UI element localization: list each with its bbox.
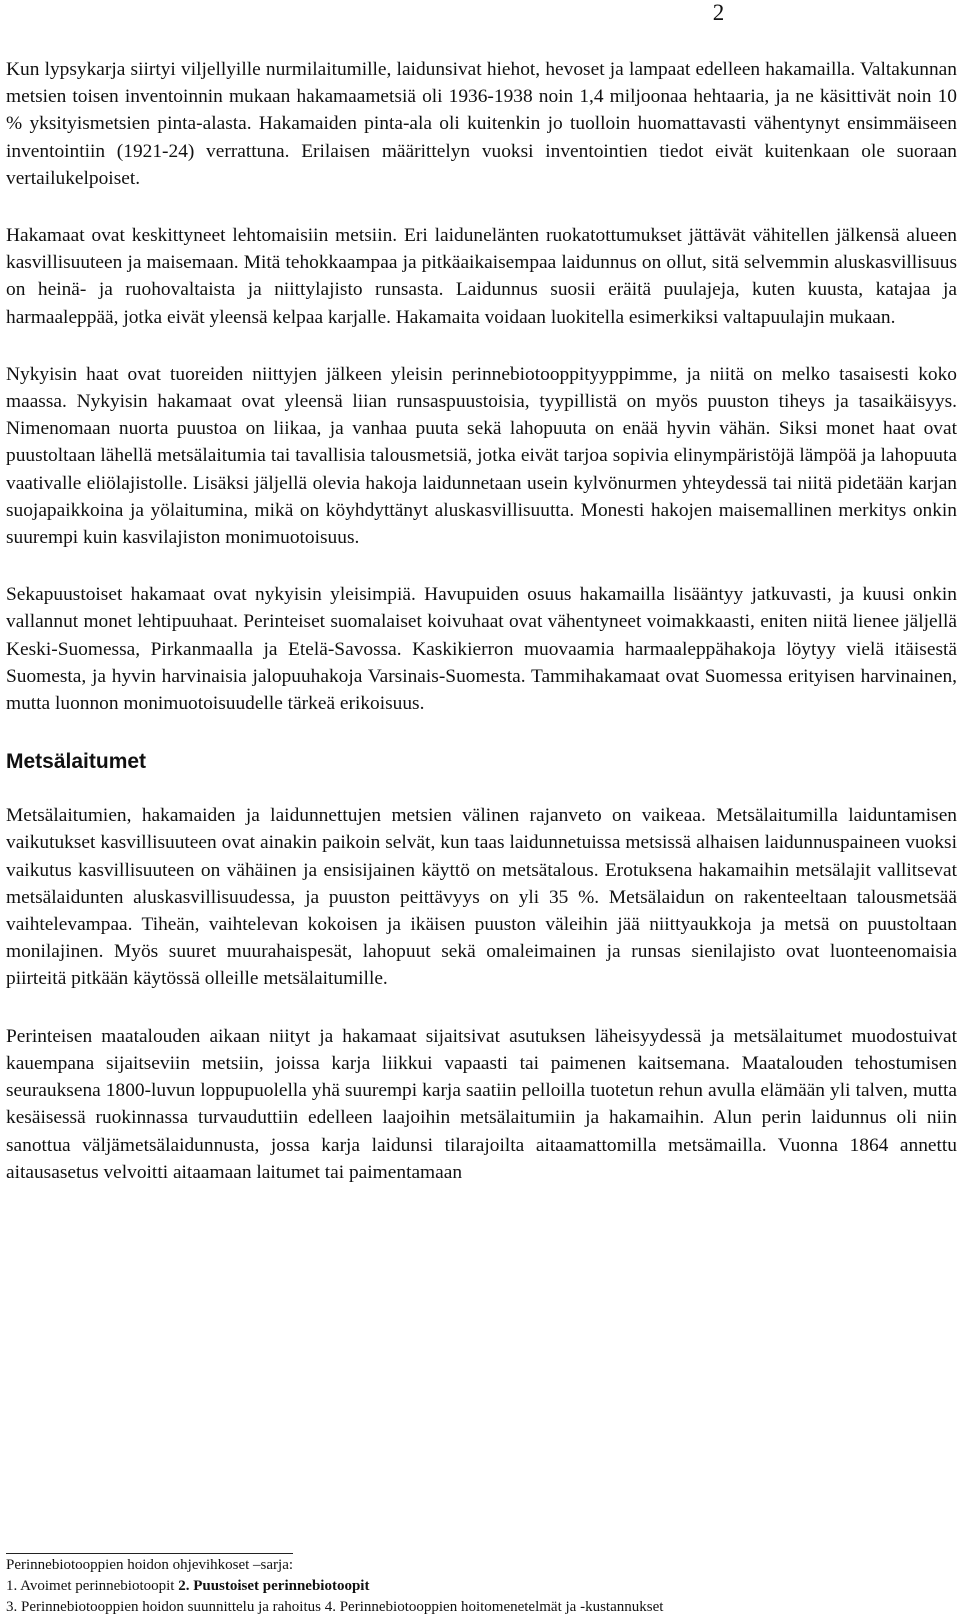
paragraph: Metsälaitumien, hakamaiden ja laidunnettujen metsien välinen rajanveto on vaikeaa. Metsälaitumilla laiduntamisen vaikutukset kasvillisuuteen ovat ainakin paikoin selvät, kun taas laidunnetuissa metsissä alhaisen laidunnuspaineen vuoksi vaikutus kasvillisuuteen on vähäinen ja ensisijainen käyttö on metsätalous. Erotuksena hakamaihin metsälajit vallitsevat metsälaidunten aluskasvillisuudessa, ja puuston peittävyys on yli 35 %. Metsälaidun on rakenteeltaan talousmetsää vaihtelevampaa. Tiheän, vaihtelevan kokoisen ja ikäisen puuston väleihin jää niittyaukkoja ja metsä on puustoltaan monilajinen. Myös suuret muurahaispesät, lahopuut sekä omaleimainen ja runsas sienilajisto ovat luonteenomaisia piirteitä pitkään käytössä olleille metsälaitumille. [6,805,957,990]
footer-item-1: 1. Avoimet perinnebiotoopit [6,1578,179,1594]
footer-items-line-1 [6,1576,957,1597]
footer-item-3: 3. Perinnebiotooppien hoidon suunnittelu ja rahoitus [6,1599,325,1615]
footer-item-4: 4. Perinnebiotooppien hoitomenetelmät ja -kustannukset [324,1599,664,1615]
paragraph: Perinteisen maatalouden aikaan niityt ja hakamaat sijaitsivat asutuksen läheisyydessä ja metsälaitumet muodostuivat kauempana sijaitseviin metsiin, joissa karja liikkui vapaasti tai paimenen kaitsemana. Maatalouden tehostumisen seurauksena 1800-luvun loppupuolella yhä suurempi karja saatiin pelloilla tuotetun rehun avulla elämään yli talven, mutta kesäisessä ruokinnassa turvauduttiin edelleen laajoihin metsälaitumiin ja hakamaihin. Alun perin laidunnus oli niin sanottua väljämetsälaidunnusta, jossa karja laidunsi tilarajoilta aitaamattomilla metsämailla. Vuonna 1864 annettu aitausasetus velvoitti aitaamaan laitumet tai paimentamaan [6,1025,957,1183]
paragraph: Kun lypsykarja siirtyi viljellyille nurmilaitumille, laidunsivat hiehot, hevoset ja lampaat edelleen hakamailla. Valtakunnan metsien toisen inventoinnin mukaan hakamaametsiä oli 1936-1938 noin 1,4 miljoonaa hehtaaria, ja ne käsittivät noin 10 % yksityismetsien pinta-alasta. Hakamaiden pinta-ala oli kuitenkin jo tuolloin huomattavasti vähentynyt ensimmäiseen inventointiin (1921-24) verrattuna. Erilaisen määrittelyn vuoksi inventointien tiedot eivät kuitenkaan ole suoraan vertailukelpoiset. [6,59,957,189]
section-heading: Metsälaitumet [6,750,147,774]
footer-series-label: Perinnebiotooppien hoidon ohjevihkoset –sarja: [6,1553,293,1576]
footer-item-2-current: 2. Puustoiset perinnebiotoopit [178,1578,370,1594]
footer-series-line [6,1553,957,1576]
footer-items-line-2 [6,1597,957,1618]
page-number: 2 [712,0,725,25]
paragraph: Hakamaat ovat keskittyneet lehtomaisiin metsiin. Eri laidunelänten ruokatottumukset jättävät vähitellen jälkensä alueen kasvillisuuteen ja maisemaan. Mitä tehokkaampaa ja pitkäaikaisempaa laidunnus on ollut, sitä selvemmin aluskasvillisuus on heinä- ja ruohovaltaista ja niittylajisto runsasta. Laidunnus suosii eräitä puulajeja, kuten kuusta, katajaa ja harmaaleppää, jotka eivät yleensä kelpaa karjalle. Hakamaita voidaan luokitella esimerkiksi valtapuulajin mukaan. [6,225,957,328]
paragraph: Nykyisin haat ovat tuoreiden niittyjen jälkeen yleisin perinnebiotooppityyppimme, ja niitä on melko tasaisesti koko maassa. Nykyisin hakamaat ovat yleensä liian runsaspuustoisia, tyypillistä on myös puuston tiheys ja tasaikäisyys. Nimenomaan nuorta puustoa on liikaa, ja vanhaa puuta sekä lahopuuta on enää hyvin vähän. Siksi monet haat ovat puustoltaan lähellä metsälaitumia tai tavallisia talousmetsiä, jotka eivät tarjoa sopivia elinympäristöjä lämpöä ja lahopuuta vaativalle eliölajistolle. Lisäksi jäljellä olevia hakoja laidunnetaan usein kylvönurmen yhteydessä tai niitä pidetään karjan suojapaikkoina ja yölaitumina, mikä on köyhdyttänyt aluskasvillisuutta. Monesti hakojen maisemallinen merkitys onkin suurempi kuin kasvilajiston monimuotoisuus. [6,363,957,549]
page-footer [6,1553,957,1618]
paragraph: Sekapuustoiset hakamaat ovat nykyisin yleisimpiä. Havupuiden osuus hakamailla lisääntyy jatkuvasti, ja kuusi onkin vallannut monet lehtipuuhaat. Perinteiset suomalaiset koivuhaat ovat vähentyneet voimakkaasti, eniten niitä lienee jäljellä Keski-Suomessa, Pirkanmaalla ja Etelä-Savossa. Kaskikierron muovaamia harmaaleppähakoja löytyy vielä itäisestä Suomesta, ja hyvin harvinaisia jalopuuhakoja Varsinais-Suomesta. Tammihakamaat ovat Suomessa erityisen harvinainen, mutta luonnon monimuotoisuudelle tärkeä erikoisuus. [6,584,957,715]
document-body [6,56,957,1216]
